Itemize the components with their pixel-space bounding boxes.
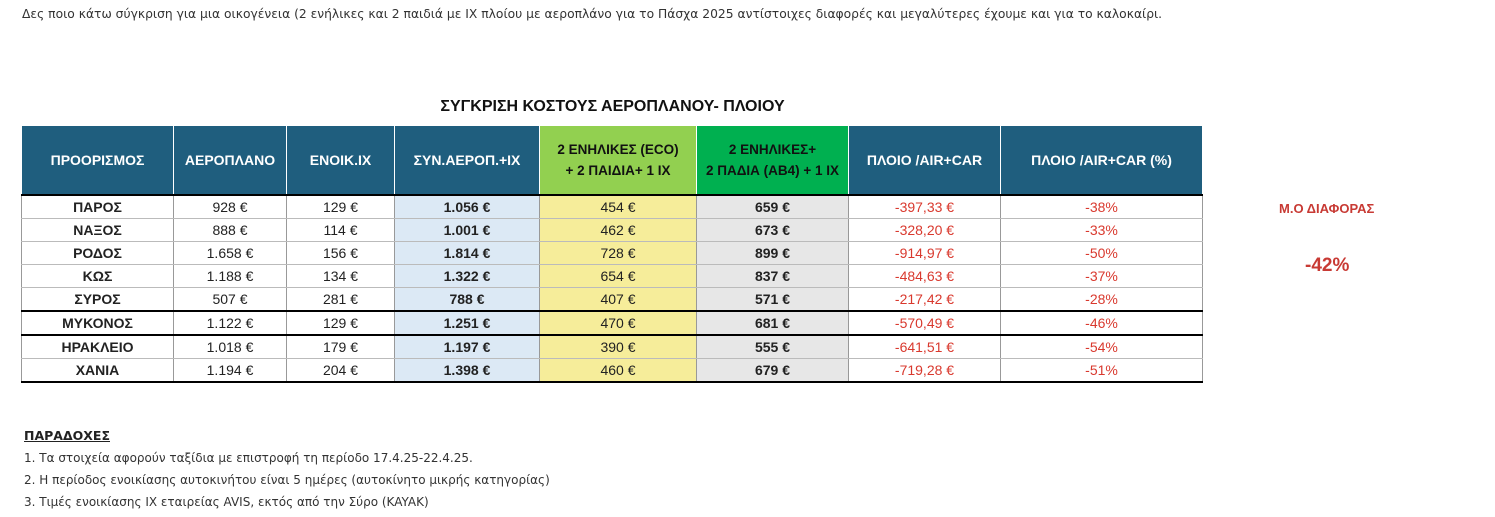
cell-plane: 1.194 € (174, 359, 287, 383)
header-ship-ab4-line1: 2 ΕΝΗΛΙΚΕΣ+ (728, 142, 817, 157)
cell-diff: -484,63 € (849, 265, 1001, 288)
cell-plane-car: 788 € (395, 288, 540, 312)
average-difference-value: -42% (1305, 255, 1350, 276)
cell-destination: ΠΑΡΟΣ (22, 195, 174, 219)
cell-ship-eco: 390 € (540, 335, 697, 359)
table-title: ΣΥΓΚΡΙΣΗ ΚΟΣΤΟΥΣ ΑΕΡΟΠΛΑΝΟΥ- ΠΛΟΙΟΥ (440, 98, 785, 115)
average-difference-label: Μ.Ο ΔΙΑΦΟΡΑΣ (1279, 201, 1375, 216)
cell-diff-pct: -33% (1001, 219, 1203, 242)
header-destination: ΠΡΟΟΡΙΣΜΟΣ (22, 126, 174, 196)
cell-diff: -719,28 € (849, 359, 1001, 383)
header-ship-eco (540, 126, 697, 196)
cell-plane-car: 1.251 € (395, 311, 540, 335)
cell-diff-pct: -51% (1001, 359, 1203, 383)
note-item: 1. Τα στοιχεία αφορούν ταξίδια με επιστροφή τη περίοδο 17.4.25-22.4.25. (24, 451, 473, 465)
table-row (22, 311, 1203, 335)
cell-plane: 1.188 € (174, 265, 287, 288)
table-row (22, 288, 1203, 312)
cell-diff: -328,20 € (849, 219, 1001, 242)
cell-diff-pct: -50% (1001, 242, 1203, 265)
cell-plane: 507 € (174, 288, 287, 312)
cell-plane: 888 € (174, 219, 287, 242)
cell-diff: -217,42 € (849, 288, 1001, 312)
cell-car-rent: 129 € (287, 195, 395, 219)
cell-plane: 1.018 € (174, 335, 287, 359)
cell-ship-ab4: 555 € (697, 335, 849, 359)
cell-diff: -570,49 € (849, 311, 1001, 335)
cell-diff: -914,97 € (849, 242, 1001, 265)
cell-ship-eco: 470 € (540, 311, 697, 335)
cell-car-rent: 179 € (287, 335, 395, 359)
cell-plane: 1.122 € (174, 311, 287, 335)
header-ship-ab4 (697, 126, 849, 196)
cell-ship-eco: 462 € (540, 219, 697, 242)
table-row (22, 195, 1203, 219)
table-row (22, 359, 1203, 383)
cell-car-rent: 134 € (287, 265, 395, 288)
cell-car-rent: 204 € (287, 359, 395, 383)
table-row (22, 335, 1203, 359)
cell-car-rent: 114 € (287, 219, 395, 242)
cell-diff: -397,33 € (849, 195, 1001, 219)
cell-diff: -641,51 € (849, 335, 1001, 359)
cell-ship-eco: 654 € (540, 265, 697, 288)
cell-destination: ΗΡΑΚΛΕΙΟ (22, 335, 174, 359)
header-diff: ΠΛΟΙΟ /AIR+CAR (849, 126, 1001, 196)
cell-plane-car: 1.398 € (395, 359, 540, 383)
cell-plane-car: 1.001 € (395, 219, 540, 242)
cell-ship-ab4: 673 € (697, 219, 849, 242)
cell-plane-car: 1.056 € (395, 195, 540, 219)
cell-ship-ab4: 681 € (697, 311, 849, 335)
cell-ship-eco: 728 € (540, 242, 697, 265)
intro-text: Δες ποιο κάτω σύγκριση για μια οικογένεια (2 ενήλικες και 2 παιδιά με ΙΧ πλοίου με αεροπλάνο για το Πάσχα 2025 αντίστοιχες διαφορές και μεγαλύτερες έχουμε και για το καλοκαίρι. (22, 7, 1163, 21)
cell-destination: ΡΟΔΟΣ (22, 242, 174, 265)
cell-car-rent: 281 € (287, 288, 395, 312)
cell-plane-car: 1.814 € (395, 242, 540, 265)
cell-ship-ab4: 571 € (697, 288, 849, 312)
cell-diff-pct: -46% (1001, 311, 1203, 335)
cell-ship-eco: 460 € (540, 359, 697, 383)
cell-ship-ab4: 679 € (697, 359, 849, 383)
cell-ship-ab4: 659 € (697, 195, 849, 219)
cell-plane: 928 € (174, 195, 287, 219)
table-header-row (22, 126, 1203, 196)
cell-plane-car: 1.322 € (395, 265, 540, 288)
header-plane-car: ΣΥΝ.ΑΕΡΟΠ.+ΙΧ (395, 126, 540, 196)
cell-ship-eco: 407 € (540, 288, 697, 312)
cell-car-rent: 129 € (287, 311, 395, 335)
cell-destination: ΚΩΣ (22, 265, 174, 288)
table-row (22, 242, 1203, 265)
header-car-rent: ΕΝΟΙΚ.ΙΧ (287, 126, 395, 196)
header-ship-ab4-line2: 2 ΠΑΔΙΑ (ΑΒ4) + 1 ΙΧ (705, 163, 840, 178)
note-item: 3. Τιμές ενοικίασης ΙΧ εταιρείας AVIS, εκτός από την Σύρο (KAYAK) (24, 495, 429, 509)
note-item: 2. Η περίοδος ενοικίασης αυτοκινήτου είναι 5 ημέρες (αυτοκίνητο μικρής κατηγορίας) (24, 473, 550, 487)
header-diff-pct: ΠΛΟΙΟ /AIR+CAR (%) (1001, 126, 1203, 196)
cell-diff-pct: -28% (1001, 288, 1203, 312)
cell-destination: ΧΑΝΙΑ (22, 359, 174, 383)
cell-ship-eco: 454 € (540, 195, 697, 219)
table-row (22, 265, 1203, 288)
cell-destination: ΜΥΚΟΝΟΣ (22, 311, 174, 335)
header-plane: ΑΕΡΟΠΛΑΝΟ (174, 126, 287, 196)
table-row (22, 219, 1203, 242)
cell-plane-car: 1.197 € (395, 335, 540, 359)
cell-diff-pct: -54% (1001, 335, 1203, 359)
cell-ship-ab4: 899 € (697, 242, 849, 265)
cell-destination: ΣΥΡΟΣ (22, 288, 174, 312)
cell-diff-pct: -38% (1001, 195, 1203, 219)
notes-title: ΠΑΡΑΔΟΧΕΣ (24, 428, 110, 443)
comparison-table (21, 125, 1203, 383)
header-ship-eco-line1: 2 ΕΝΗΛΙΚΕΣ (ECO) (557, 142, 679, 157)
cell-plane: 1.658 € (174, 242, 287, 265)
cell-car-rent: 156 € (287, 242, 395, 265)
header-ship-eco-line2: + 2 ΠΑΙΔΙΑ+ 1 ΙΧ (565, 163, 671, 178)
cell-diff-pct: -37% (1001, 265, 1203, 288)
cell-ship-ab4: 837 € (697, 265, 849, 288)
cell-destination: ΝΑΞΟΣ (22, 219, 174, 242)
